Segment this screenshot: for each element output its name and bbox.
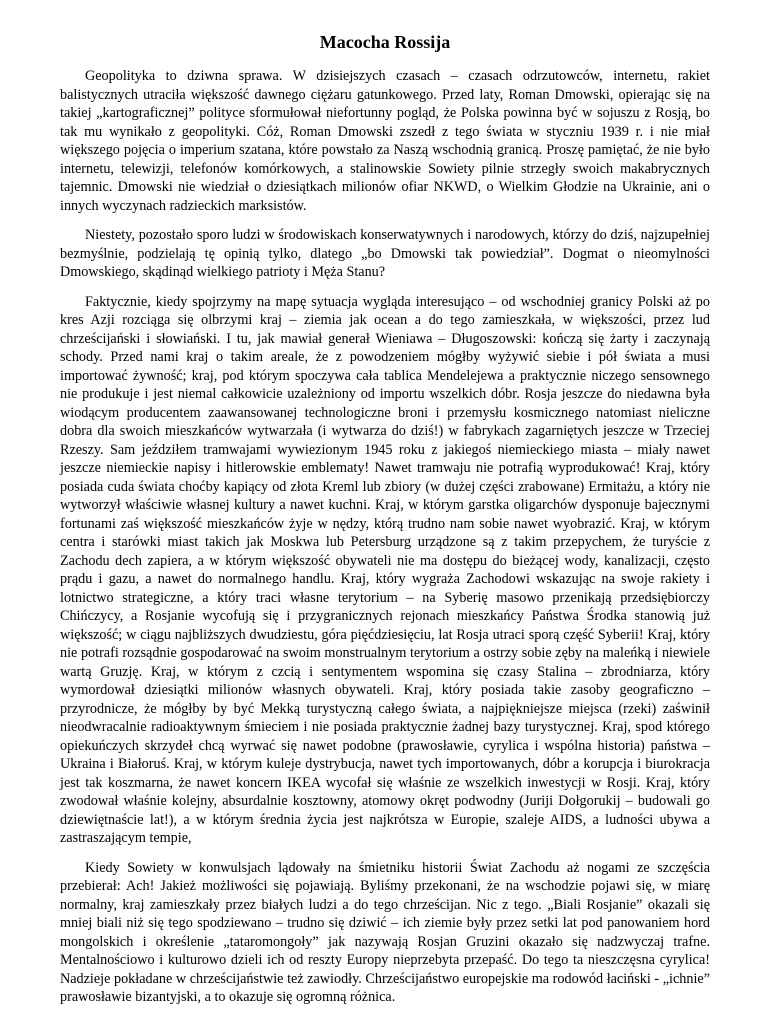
paragraph-3: Faktycznie, kiedy spojrzymy na mapę sytuacja wygląda interesująco – od wschodniej granicy Polski aż po kres Azji rozciąga się olbrzymi kraj – ziemia jak ocean a do tego zamieszkała, w większości, przez lud chrześcijański i słowiański. I tu, jak mawiał generał Wieniawa – Długoszowski: kończą się żarty i zaczynają schody. Przed nami kraj o takim areale, że z powodzeniem mógłby wyżywić siebie i pół świata a musi importować żywność; kraj, pod którym spoczywa cała tablica Mendelejewa a praktycznie niczego sensownego nie produkuje i jest niemal całkowicie uzależniony od importu wszelkich dóbr. Rosja jeszcze do niedawna była wiodącym producentem zaawansowanej technologiczne broni i przemysłu kosmicznego natomiast nieliczne dobra dla swoich mieszkańców wytwarzała (i wytwarza do dziś!) w fabrykach zagarniętych jeszcze w Trzeciej Rzeszy. Sam jeździłem tramwajami wywiezionym 1945 roku z jakiegoś niemieckiego miasta – miały nawet jeszcze niemieckie napisy i hitlerowskie emblematy! Nawet tramwaju nie potrafią wyprodukować! Kraj, który posiada cuda świata choćby kapiący od złota Kreml lub zbiory (w dużej części zrabowane) Ermitażu, a który nie wytworzył właściwie własnej kultury a nawet kuchni. Kraj, w którym garstka oligarchów dysponuje bajecznymi fortunami zaś większość mieszkańców żyje w nędzy, którą trudno nam sobie nawet wyobrazić. Kraj, w którym centra i starówki miast takich jak Moskwa lub Petersburg urządzone są z takim przepychem, że turyście z Zachodu dech zapiera, a w którym większość obywateli nie ma dostępu do bieżącej wody, kanalizacji, często prądu i gazu, a nawet do normalnego handlu. Kraj, który wygraża Zachodowi wskazując na swoje rakiety i lotnictwo strategiczne, a który traci własne terytorium – na Syberię masowo przenikają przedsiębiorczy Chińczycy, a Rosjanie wycofują się i przygranicznych rejonach mieszkańcy Państwa Środka stanowią już większość; w ciągu najbliższych dwudziestu, góra pięćdziesięciu, lat Rosja utraci sporą część Syberii! Kraj, który nie potrafi rozsądnie gospodarować na swoim monstrualnym terytorium a ostrzy sobie zęby na maleńką i niewiele wartą Gruzję. Kraj, w którym z czcią i sentymentem wspomina się czasy Stalina – zbrodniarza, który wymordował dziesiątki milionów własnych obywateli. Kraj, który posiada takie zasoby geograficzno – przyrodnicze, że mógłby by być Mekką turystyczną całego świata, a najpiękniejsze miejsca (rzeki) zaświnił nieodwracalnie radioaktywnym śmieciem i nie posiada praktycznie żadnej bazy turystycznej. Kraj, spod którego opiekuńczych skrzydeł chcą wyrwać się nawet podobne (prawosławie, cyrylica i wspólna historia) państwa – Ukraina i Białoruś. Kraj, w którym kuleje dystrybucja, nawet tych importowanych, dóbr a korupcja i biurokracja jest tak koszmarna, że nawet koncern IKEA wycofał się właśnie ze wszelkich inwestycji w Rosji. Kraj, który zwodował właśnie kolejny, absurdalnie kosztowny, atomowy okręt podwodny (Juriji Dołgorukij – budowali go dziewiętnaście lat!), a w którym średnia życia jest najkrótsza w Europie, szaleje AIDS, a ludności ubywa a zastraszającym tempie, xyxy=(60,293,710,846)
document-page xyxy=(60,30,710,1018)
paragraph-1: Geopolityka to dziwna sprawa. W dzisiejszych czasach – czasach odrzutowców, internetu, rakiet balistycznych utraciła większość dawnego ciężaru gatunkowego. Przed laty, Roman Dmowski, opierając się na takiej „kartograficznej” polityce sformułował niefortunny pogląd, że Polska powinna być w sojuszu z Rosją, bo tak mu wynikało z geopolityki. Cóż, Roman Dmowski zszedł z tego świata w styczniu 1939 r. i nie miał większego pojęcia o imperium szatana, które powstało za Naszą wschodnią granicą. Proszę pamiętać, że nie było internetu, telewizji, telefonów komórkowych, a stalinowskie Sowiety pilnie strzegły swoich makabrycznych tajemnic. Dmowski nie wiedział o dziesiątkach milionów ofiar NKWD, o Wielkim Głodzie na Ukrainie, ani o innych wyczynach radzieckich marksistów. xyxy=(60,68,710,214)
paragraph-4: Kiedy Sowiety w konwulsjach lądowały na śmietniku historii Świat Zachodu aż nogami ze szczęścia przebierał: Ach! Jakież możliwości się pojawiają. Byliśmy przekonani, że na wschodzie pojawi się, w miarę normalny, kraj zamieszkały przez białych ludzi a do tego chrześcijan. Nic z tego. „Biali Rosjanie” okazali się mniej biali niż się tego spodziewano – trudno się dziwić – ich ziemie były przez setki lat pod panowaniem hord mongolskich i określenie „tataromongoły” jak nazywają Rosjan Gruzini okazało się nadzwyczaj trafne. Mentalnościowo i kulturowo dzieli ich od reszty Europy nieprzebyta przepaść. Do tego ta nieszczęsna cyrylica! Nadzieje pokładane w chrześcijaństwie też zawiodły. Chrześcijaństwo europejskie ma rodowód łaciński - „ichnie” prawosławie bizantyjski, a to okazuje się ogromną różnica. xyxy=(60,859,710,1005)
document-title: Macocha Rossija xyxy=(319,32,451,52)
paragraph-2: Niestety, pozostało sporo ludzi w środowiskach konserwatywnych i narodowych, którzy do dziś, najzupełniej bezmyślnie, podzielają tę opinią tylko, dlatego „bo Dmowski tak powiedział”. Dogmat o nieomylności Dmowskiego, skądinąd wielkiego patrioty i Męża Stanu? xyxy=(60,227,710,280)
